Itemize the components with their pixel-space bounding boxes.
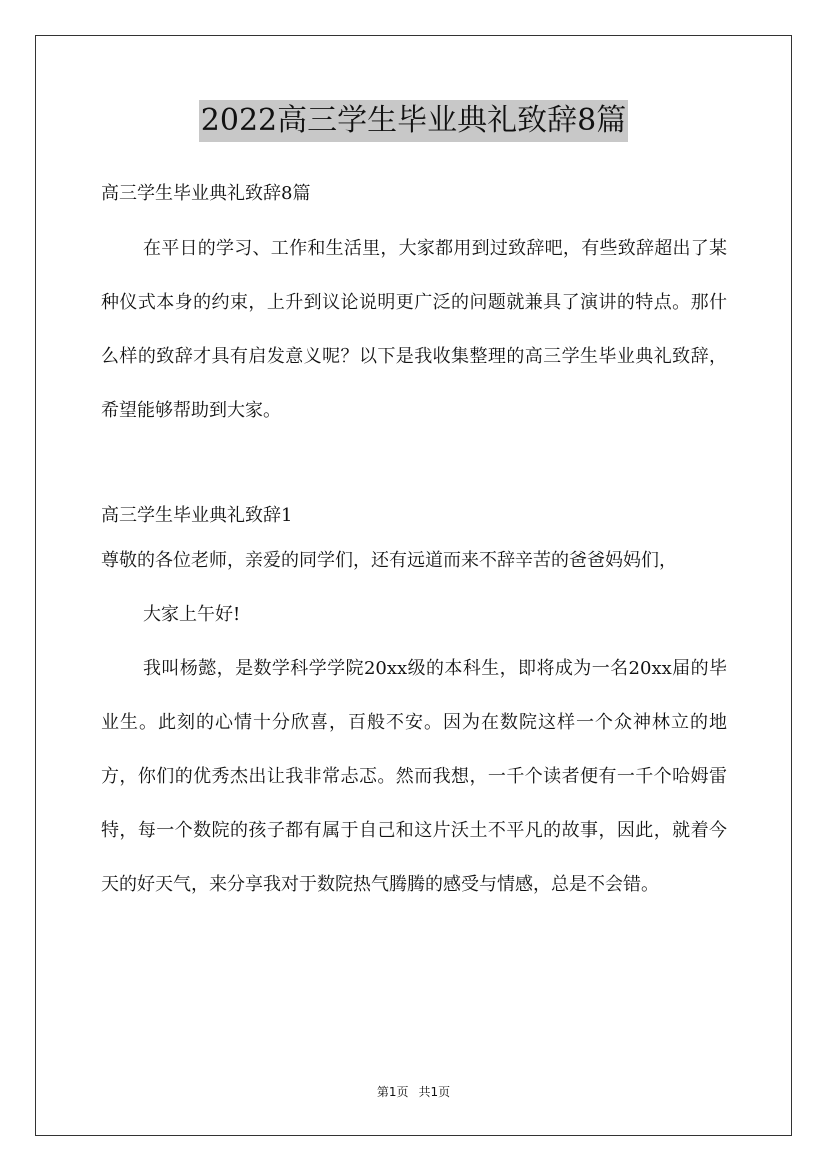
section-heading-1: 高三学生毕业典礼致辞1 (101, 505, 293, 526)
greeting-paragraph: 大家上午好! (143, 604, 241, 625)
page-footer (0, 1083, 827, 1100)
speech-body-paragraph: 我叫杨懿，是数学科学学院20xx级的本科生，即将成为一名20xx届的毕业生。此刻的心情十分欣喜，百般不安。因为在数院这样一个众神林立的地方，你们的优秀杰出让我非常忐忑。然而我想，一千个读者便有一千个哈姆雷特，每一个数院的孩子都有属于自己和这片沃土不平凡的故事，因此，就着今天的好天气，来分享我对于数院热气腾腾的感受与情感，总是不会错。 (101, 658, 727, 895)
page-number: 第1页 (376, 1085, 409, 1099)
salutation-paragraph: 尊敬的各位老师，亲爱的同学们，还有远道而来不辞辛苦的爸爸妈妈们， (101, 550, 677, 571)
document-title: 2022高三学生毕业典礼致辞8篇 (199, 100, 628, 142)
intro-paragraph: 在平日的学习、工作和生活里，大家都用到过致辞吧，有些致辞超出了某种仪式本身的约束，上升到议论说明更广泛的问题就兼具了演讲的特点。那什么样的致辞才具有启发意义呢？以下是我收集整理的高三学生毕业典礼致辞，希望能够帮助到大家。 (101, 238, 727, 421)
document-title-wrapper (0, 100, 827, 142)
document-body (101, 172, 727, 912)
page-total: 共1页 (418, 1085, 451, 1099)
document-subtitle: 高三学生毕业典礼致辞8篇 (101, 183, 311, 204)
